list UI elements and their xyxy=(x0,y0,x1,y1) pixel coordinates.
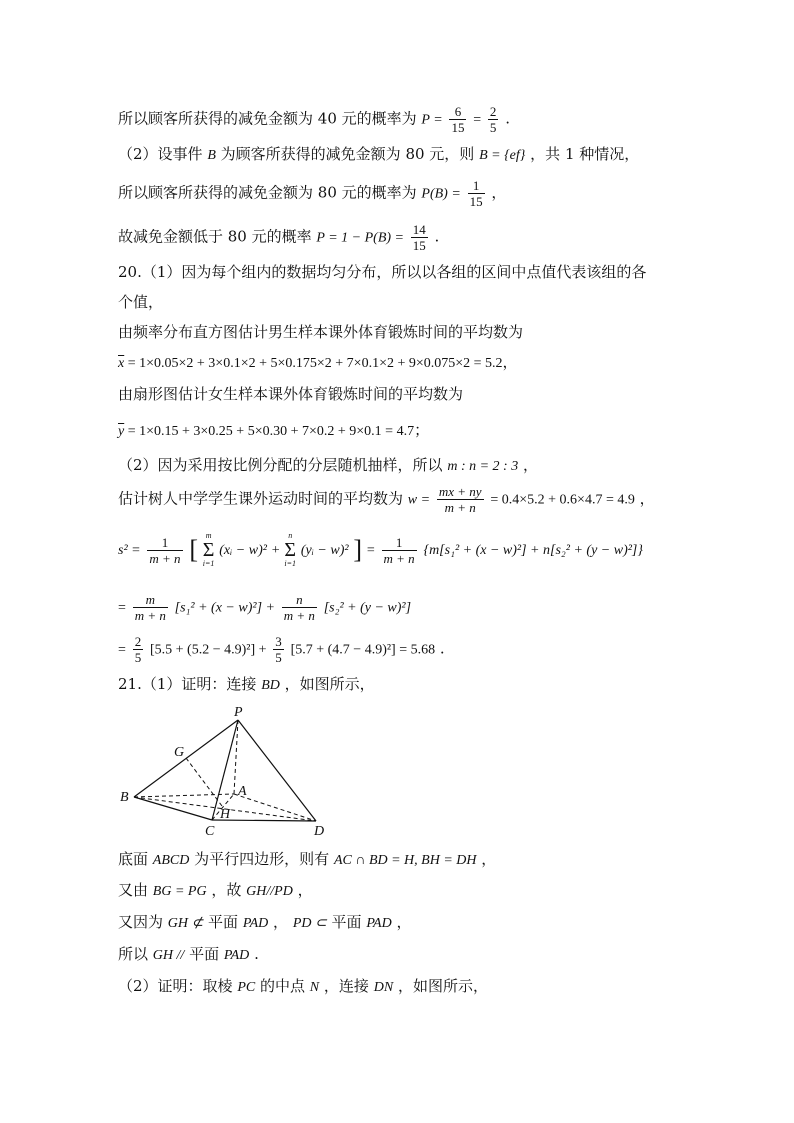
line-17: 底面 ABCD 为平行四边形，则有 AC ∩ BD = H, BH = DH ， xyxy=(118,850,497,868)
fraction: $\frac{3}{5}$ xyxy=(275,634,282,665)
line-2: （2）设事件 B 为顾客所获得的减免金额为 80 元，则 B = {ef} ，共 1 种情况， xyxy=(118,145,640,163)
line-20: 所以 GH // 平面 PAD . xyxy=(118,945,259,963)
fraction: $\frac{1}{m + n}$ xyxy=(149,534,181,566)
line-19: 又因为 GH ⊄ 平面 PAD ， PD ⊂ 平面 PAD ， xyxy=(118,913,412,931)
line-10: $\overline{y} = 1\times 0.15 + 3\times 0.25 + 5\times 0.30 + 7\times 0.2 + 9\times 0.1 = 4.7$； xyxy=(118,421,430,439)
line-7: 由频率分布直方图估计男生样本课外体育锻炼时间的平均数为 xyxy=(118,323,524,341)
line-21: （2）证明：取棱 PC 的中点 N ，连接 DN ，如图所示， xyxy=(118,977,488,995)
fraction: $\frac{n}{m + n}$ xyxy=(283,592,315,623)
line-15: = $\frac{2}{5}$ [5.5 + (5.2 − 4.9)²] + $\frac{3}{5}$ [5.7 + (4.7 − 4.9)²] = 5.68 . xyxy=(118,634,445,665)
vertex-label-b: B xyxy=(120,790,129,805)
vertex-label-a: A xyxy=(238,784,247,799)
pyramid-figure xyxy=(116,700,336,840)
line-14: = $\frac{m}{m + n}$ [s₁² + (x − w)²] + $\frac{n}{m + n}$ [s₂² + (y − w)²] xyxy=(118,592,412,623)
line-1: 所以顾客所获得的减免金额为 40 元的概率为 P = $\frac{6}{15}$ = $\frac{2}{5}$ . xyxy=(118,104,510,135)
line-16: 21.（1）证明：连接 BD ，如图所示， xyxy=(118,675,375,693)
fraction: $\frac{2}{5}$ xyxy=(134,634,142,665)
line-18: 又由 BG = PG ，故 GH//PD ， xyxy=(118,881,313,899)
vertex-label-h: H xyxy=(220,807,231,822)
fraction: $\frac{m}{m + n}$ xyxy=(134,592,166,623)
line-9: 由扇形图估计女生样本课外体育锻炼时间的平均数为 xyxy=(118,385,464,403)
fraction: $\frac{6}{15}$ xyxy=(451,104,465,135)
line-6: 个值， xyxy=(118,293,164,311)
vertex-label-c: C xyxy=(205,824,215,839)
vertex-label-g: G xyxy=(174,745,185,760)
fraction: $\frac{mx + ny}{m + n}$ xyxy=(438,484,482,515)
fraction: $\frac{2}{5}$ xyxy=(489,104,497,135)
line-5: 20.（1）因为每个组内的数据均匀分布，所以以各组的区间中点值代表该组的各 xyxy=(118,263,647,281)
fraction: $\frac{14}{15}$ xyxy=(412,222,426,253)
sum-symbol: n Σ i=1 xyxy=(284,531,297,568)
line-11: （2）因为采用按比例分配的分层随机抽样，所以 m : n = 2 : 3 ， xyxy=(118,456,539,474)
fraction: $\frac{1}{m + n}$ xyxy=(383,534,415,566)
vertex-label-d: D xyxy=(314,824,325,839)
line-4: 故减免金额低于 80 元的概率 P = 1 − P(B) = $\frac{14}{15}$ . xyxy=(118,222,440,253)
line-8: $\overline{x} = 1\times 0.05\times 2 + 3\times 0.1\times 2 + 5\times 0.175\times 2 + 7\times 0.1\times 2 + 9\times 0.075\times 2 = 5.2$， xyxy=(118,353,518,371)
sum-symbol: m Σ i=1 xyxy=(202,531,215,568)
line-12: 估计树人中学学生课外运动时间的平均数为 w = $\frac{mx + ny}{m + n}$ = 0.4×5.2 + 0.6×4.7 = 4.9 ， xyxy=(118,484,655,515)
fraction: $\frac{1}{15}$ xyxy=(469,178,483,209)
line-3: 所以顾客所获得的减免金额为 80 元的概率为 P(B) = $\frac{1}{15}$ ， xyxy=(118,178,507,209)
line-13: s² = $\frac{1}{m + n}$ [ m Σ i=1 (xᵢ − w)² + n Σ i=1 (yᵢ − w)² ] = $\frac{1}{m + n}$ {m[s₁² + (x − w)²] + n[s₂² + (y − w)²]} xyxy=(118,531,643,568)
vertex-label-p: P xyxy=(234,705,243,720)
